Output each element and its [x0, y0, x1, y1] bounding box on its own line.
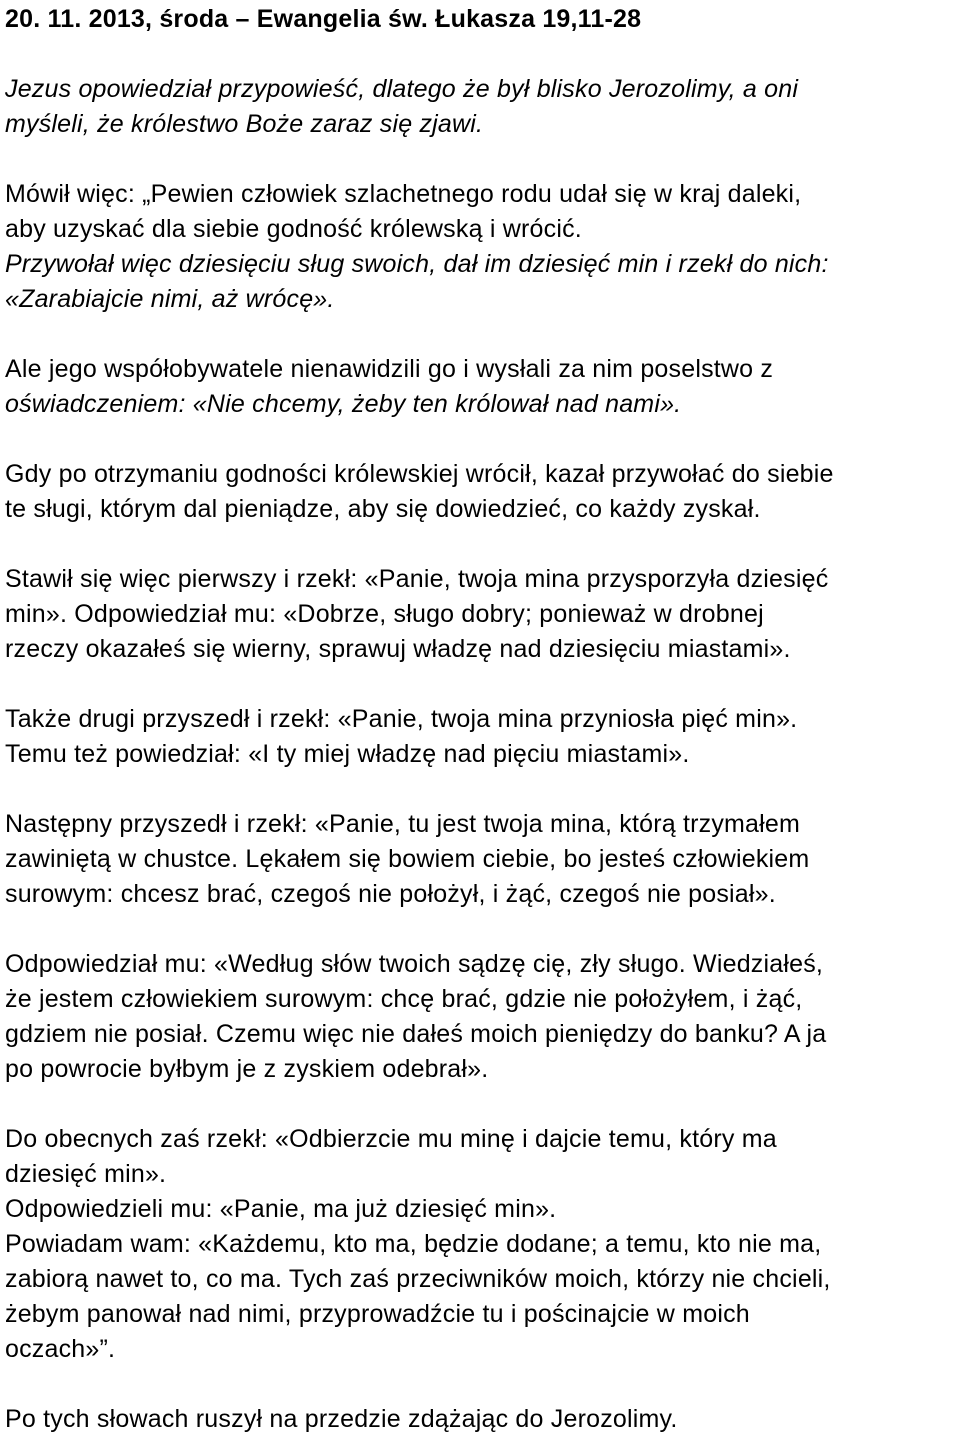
paragraph [5, 177, 957, 317]
paragraph-line: surowym: chcesz brać, czegoś nie położył, i żąć, czegoś nie posiał». [5, 880, 776, 908]
document-title: 20. 11. 2013, środa – Ewangelia św. Łukasza 19,11-28 [5, 5, 642, 33]
paragraph-line: Także drugi przyszedł i rzekł: «Panie, twoja mina przyniosła pięć min». [5, 705, 798, 733]
paragraph-line: Jezus opowiedział przypowieść, dlatego że był blisko Jerozolimy, a oni [5, 75, 799, 103]
paragraph-line: dziesięć min». [5, 1160, 167, 1188]
paragraph-line: myśleli, że królestwo Boże zaraz się zjawi. [5, 110, 484, 138]
paragraph-line: Do obecnych zaś rzekł: «Odbierzcie mu minę i dajcie temu, który ma [5, 1125, 777, 1153]
paragraph [5, 1122, 957, 1367]
paragraph-gap [5, 527, 957, 562]
paragraph-gap [5, 422, 957, 457]
paragraph [5, 72, 957, 142]
document-body [5, 72, 957, 1437]
spacer [5, 37, 957, 72]
paragraph-line: te sługi, którym dal pieniądze, aby się dowiedzieć, co każdy zyskał. [5, 495, 761, 523]
paragraph-line: Temu też powiedział: «I ty miej władzę nad pięciu miastami». [5, 740, 690, 768]
paragraph-line: min». Odpowiedział mu: «Dobrze, sługo dobry; ponieważ w drobnej [5, 600, 764, 628]
paragraph-line: Powiadam wam: «Każdemu, kto ma, będzie dodane; a temu, kto nie ma, [5, 1230, 822, 1258]
paragraph-line: Ale jego współobywatele nienawidzili go i wysłali za nim poselstwo z [5, 355, 774, 383]
paragraph [5, 562, 957, 667]
paragraph-gap [5, 142, 957, 177]
paragraph [5, 457, 957, 527]
paragraph-line: Stawił się więc pierwszy i rzekł: «Panie, twoja mina przysporzyła dziesięć [5, 565, 829, 593]
paragraph [5, 352, 957, 422]
paragraph-line: Gdy po otrzymaniu godności królewskiej wrócił, kazał przywołać do siebie [5, 460, 834, 488]
paragraph-line: gdziem nie posiał. Czemu więc nie dałeś moich pieniędzy do banku? A ja [5, 1020, 827, 1048]
paragraph-line: zabiorą nawet to, co ma. Tych zaś przeciwników moich, którzy nie chcieli, [5, 1265, 831, 1293]
paragraph-line: że jestem człowiekiem surowym: chcę brać, gdzie nie położyłem, i żąć, [5, 985, 803, 1013]
document-page [5, 0, 957, 1437]
paragraph-gap [5, 912, 957, 947]
paragraph [5, 1402, 957, 1437]
paragraph-gap [5, 1367, 957, 1402]
paragraph-line: aby uzyskać dla siebie godność królewską i wrócić. [5, 215, 582, 243]
paragraph-line: rzeczy okazałeś się wierny, sprawuj władzę nad dziesięciu miastami». [5, 635, 791, 663]
paragraph-line: żebym panował nad nimi, przyprowadźcie tu i pościnajcie w moich [5, 1300, 750, 1328]
paragraph-line: oświadczeniem: «Nie chcemy, żeby ten królował nad nami». [5, 390, 682, 418]
paragraph-gap [5, 667, 957, 702]
paragraph-line: oczach»”. [5, 1335, 116, 1363]
paragraph-line: Odpowiedzieli mu: «Panie, ma już dziesięć min». [5, 1195, 557, 1223]
paragraph-line: Odpowiedział mu: «Według słów twoich sądzę cię, zły sługo. Wiedziałeś, [5, 950, 824, 978]
paragraph [5, 807, 957, 912]
paragraph [5, 702, 957, 772]
paragraph-line: Po tych słowach ruszył na przedzie zdążając do Jerozolimy. [5, 1405, 678, 1433]
paragraph-gap [5, 317, 957, 352]
paragraph-line: «Zarabiajcie nimi, aż wrócę». [5, 285, 335, 313]
paragraph-gap [5, 1087, 957, 1122]
paragraph-line: po powrocie byłbym je z zyskiem odebrał». [5, 1055, 489, 1083]
paragraph [5, 947, 957, 1087]
paragraph-line: zawiniętą w chustce. Lękałem się bowiem ciebie, bo jesteś człowiekiem [5, 845, 810, 873]
paragraph-line: Mówił więc: „Pewien człowiek szlachetnego rodu udał się w kraj daleki, [5, 180, 802, 208]
paragraph-line: Przywołał więc dziesięciu sług swoich, dał im dziesięć min i rzekł do nich: [5, 250, 829, 278]
paragraph-line: Następny przyszedł i rzekł: «Panie, tu jest twoja mina, którą trzymałem [5, 810, 801, 838]
paragraph-gap [5, 772, 957, 807]
